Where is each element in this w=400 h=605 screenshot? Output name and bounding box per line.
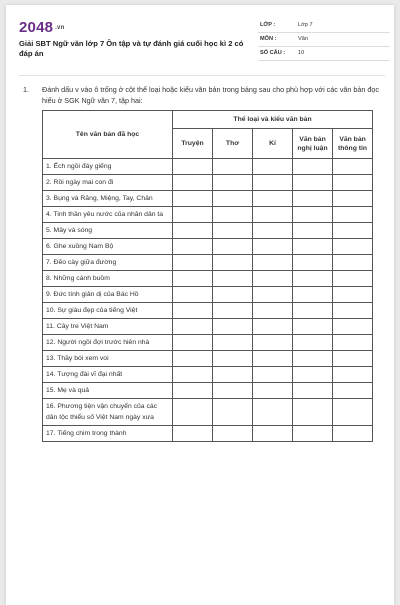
checkbox-cell-thong-tin[interactable] [333, 399, 373, 426]
meta-info [258, 19, 390, 61]
text-name-cell: 13. Thầy bói xem voi [43, 351, 173, 367]
checkbox-cell-nghi-luan[interactable] [293, 351, 333, 367]
checkbox-cell-thong-tin[interactable] [333, 319, 373, 335]
checkbox-cell-nghi-luan[interactable] [293, 271, 333, 287]
table-row [43, 175, 373, 191]
checkbox-cell-ki[interactable] [253, 191, 293, 207]
checkbox-cell-nghi-luan[interactable] [293, 383, 333, 399]
checkbox-cell-tho[interactable] [213, 223, 253, 239]
checkbox-cell-nghi-luan[interactable] [293, 367, 333, 383]
checkbox-cell-thong-tin[interactable] [333, 351, 373, 367]
checkbox-cell-thong-tin[interactable] [333, 159, 373, 175]
table-row [43, 335, 373, 351]
text-name-cell: 4. Tinh thần yêu nước của nhân dân ta [43, 207, 173, 223]
checkbox-cell-ki[interactable] [253, 159, 293, 175]
checkbox-cell-nghi-luan[interactable] [293, 255, 333, 271]
checkbox-cell-tho[interactable] [213, 335, 253, 351]
question-text: Đánh dấu v vào ô trống ở cột thể loại hoặc kiểu văn bản trong bảng sau cho phù hợp với các văn bản đọc hiểu ở SGK Ngữ văn 7, tập hai: [42, 85, 380, 105]
checkbox-cell-tho[interactable] [213, 239, 253, 255]
checkbox-cell-nghi-luan[interactable] [293, 319, 333, 335]
text-name-cell: 8. Những cánh buồm [43, 271, 173, 287]
text-name-cell: 7. Đẽo cày giữa đường [43, 255, 173, 271]
meta-value: 10 [298, 50, 305, 56]
checkbox-cell-tho[interactable] [213, 399, 253, 426]
text-name-cell: 2. Rồi ngày mai con đi [43, 175, 173, 191]
checkbox-cell-nghi-luan[interactable] [293, 207, 333, 223]
checkbox-cell-thong-tin[interactable] [333, 239, 373, 255]
checkbox-cell-truyen[interactable] [173, 223, 213, 239]
table-row [43, 239, 373, 255]
checkbox-cell-truyen[interactable] [173, 271, 213, 287]
checkbox-cell-nghi-luan[interactable] [293, 191, 333, 207]
text-name-cell: 17. Tiếng chim trong thành [43, 426, 173, 442]
meta-row-class [258, 19, 390, 33]
checkbox-cell-ki[interactable] [253, 367, 293, 383]
meta-value: Văn [298, 36, 308, 42]
checkbox-cell-tho[interactable] [213, 426, 253, 442]
text-name-cell: 9. Đức tính giản dị của Bác Hồ [43, 287, 173, 303]
checkbox-cell-ki[interactable] [253, 287, 293, 303]
table-row [43, 159, 373, 175]
checkbox-cell-tho[interactable] [213, 255, 253, 271]
checkbox-cell-truyen[interactable] [173, 367, 213, 383]
text-name-cell: 10. Sự giàu đẹp của tiếng Việt [43, 303, 173, 319]
checkbox-cell-truyen[interactable] [173, 175, 213, 191]
checkbox-cell-tho[interactable] [213, 207, 253, 223]
table-row [43, 303, 373, 319]
checkbox-cell-truyen[interactable] [173, 303, 213, 319]
checkbox-cell-ki[interactable] [253, 255, 293, 271]
checkbox-cell-tho[interactable] [213, 351, 253, 367]
table-row [43, 271, 373, 287]
text-name-cell: 12. Người ngồi đợi trước hiên nhà [43, 335, 173, 351]
checkbox-cell-nghi-luan[interactable] [293, 426, 333, 442]
checkbox-cell-thong-tin[interactable] [333, 223, 373, 239]
meta-key: SỐ CÂU : [260, 50, 286, 56]
checkbox-cell-nghi-luan[interactable] [293, 399, 333, 426]
checkbox-cell-ki[interactable] [253, 303, 293, 319]
checkbox-cell-ki[interactable] [253, 335, 293, 351]
checkbox-cell-thong-tin[interactable] [333, 335, 373, 351]
text-name-cell: 5. Mây và sóng [43, 223, 173, 239]
checkbox-cell-thong-tin[interactable] [333, 367, 373, 383]
table-row [43, 223, 373, 239]
checkbox-cell-tho[interactable] [213, 159, 253, 175]
meta-row-question-count [258, 47, 390, 61]
checkbox-cell-nghi-luan[interactable] [293, 159, 333, 175]
logo-main: 2048 [19, 19, 54, 36]
checkbox-cell-truyen[interactable] [173, 191, 213, 207]
table-row [43, 191, 373, 207]
checkbox-cell-truyen[interactable] [173, 426, 213, 442]
table-row [43, 351, 373, 367]
checkbox-cell-ki[interactable] [253, 271, 293, 287]
checkbox-cell-nghi-luan[interactable] [293, 303, 333, 319]
logo-tld: .vn [55, 25, 65, 32]
checkbox-cell-truyen[interactable] [173, 351, 213, 367]
text-name-cell: 3. Bụng và Răng, Miệng, Tay, Chân [43, 191, 173, 207]
text-name-cell: 11. Cây tre Việt Nam [43, 319, 173, 335]
checkbox-cell-nghi-luan[interactable] [293, 287, 333, 303]
checkbox-cell-tho[interactable] [213, 319, 253, 335]
checkbox-cell-truyen[interactable] [173, 159, 213, 175]
checkbox-cell-nghi-luan[interactable] [293, 223, 333, 239]
table-row [43, 426, 373, 442]
meta-row-subject [258, 33, 390, 47]
table-row [43, 367, 373, 383]
checkbox-cell-thong-tin[interactable] [333, 255, 373, 271]
checkbox-cell-ki[interactable] [253, 383, 293, 399]
table-row [43, 207, 373, 223]
header-ki: Kí [253, 129, 293, 159]
checkbox-cell-truyen[interactable] [173, 399, 213, 426]
site-logo[interactable] [19, 19, 64, 36]
checkbox-cell-truyen[interactable] [173, 287, 213, 303]
checkbox-cell-thong-tin[interactable] [333, 191, 373, 207]
header-text-name: Tên văn bản đã học [43, 111, 173, 159]
meta-key: LỚP : [260, 22, 276, 28]
table-row [43, 319, 373, 335]
checkbox-cell-ki[interactable] [253, 426, 293, 442]
question-number: 1. [23, 85, 29, 94]
checkbox-cell-ki[interactable] [253, 351, 293, 367]
checkbox-cell-thong-tin[interactable] [333, 207, 373, 223]
document-title: Giải SBT Ngữ văn lớp 7 Ôn tập và tự đánh giá cuối học kì 2 có đáp án [19, 39, 244, 58]
checkbox-cell-ki[interactable] [253, 175, 293, 191]
text-name-cell: 1. Ếch ngồi đáy giếng [43, 159, 173, 175]
header-divider [19, 75, 385, 76]
table-row [43, 255, 373, 271]
checkbox-cell-truyen[interactable] [173, 239, 213, 255]
text-name-cell: 6. Ghe xuồng Nam Bộ [43, 239, 173, 255]
checkbox-cell-truyen[interactable] [173, 207, 213, 223]
checkbox-cell-thong-tin[interactable] [333, 303, 373, 319]
checkbox-cell-thong-tin[interactable] [333, 426, 373, 442]
checkbox-cell-ki[interactable] [253, 319, 293, 335]
checkbox-cell-tho[interactable] [213, 175, 253, 191]
checkbox-cell-tho[interactable] [213, 271, 253, 287]
meta-key: MÔN : [260, 36, 277, 42]
checkbox-cell-ki[interactable] [253, 223, 293, 239]
genre-table [42, 110, 373, 442]
checkbox-cell-truyen[interactable] [173, 319, 213, 335]
checkbox-cell-thong-tin[interactable] [333, 175, 373, 191]
checkbox-cell-ki[interactable] [253, 399, 293, 426]
header-truyen: Truyện [173, 129, 213, 159]
checkbox-cell-tho[interactable] [213, 303, 253, 319]
header-nghi-luan: Văn bản nghị luận [293, 129, 333, 159]
text-name-cell: 14. Tượng đài vĩ đại nhất [43, 367, 173, 383]
checkbox-cell-tho[interactable] [213, 367, 253, 383]
checkbox-cell-nghi-luan[interactable] [293, 175, 333, 191]
checkbox-cell-thong-tin[interactable] [333, 271, 373, 287]
checkbox-cell-truyen[interactable] [173, 255, 213, 271]
checkbox-cell-truyen[interactable] [173, 383, 213, 399]
header-genre-group: Thể loại và kiểu văn bản [173, 111, 373, 129]
checkbox-cell-tho[interactable] [213, 191, 253, 207]
table-row [43, 287, 373, 303]
checkbox-cell-tho[interactable] [213, 383, 253, 399]
meta-value: Lớp 7 [298, 22, 313, 28]
checkbox-cell-nghi-luan[interactable] [293, 335, 333, 351]
checkbox-cell-tho[interactable] [213, 287, 253, 303]
header-thong-tin: Văn bản thông tin [333, 129, 373, 159]
checkbox-cell-ki[interactable] [253, 239, 293, 255]
text-name-cell: 15. Mẹ và quả [43, 383, 173, 399]
checkbox-cell-thong-tin[interactable] [333, 383, 373, 399]
checkbox-cell-ki[interactable] [253, 207, 293, 223]
header-tho: Thơ [213, 129, 253, 159]
table-row [43, 399, 373, 426]
checkbox-cell-nghi-luan[interactable] [293, 239, 333, 255]
page-header [19, 11, 389, 73]
checkbox-cell-thong-tin[interactable] [333, 287, 373, 303]
checkbox-cell-truyen[interactable] [173, 335, 213, 351]
table-row [43, 383, 373, 399]
document-page [6, 5, 394, 605]
text-name-cell: 16. Phương tiện vận chuyển của các dân tộc thiểu số Việt Nam ngày xưa [43, 399, 173, 426]
